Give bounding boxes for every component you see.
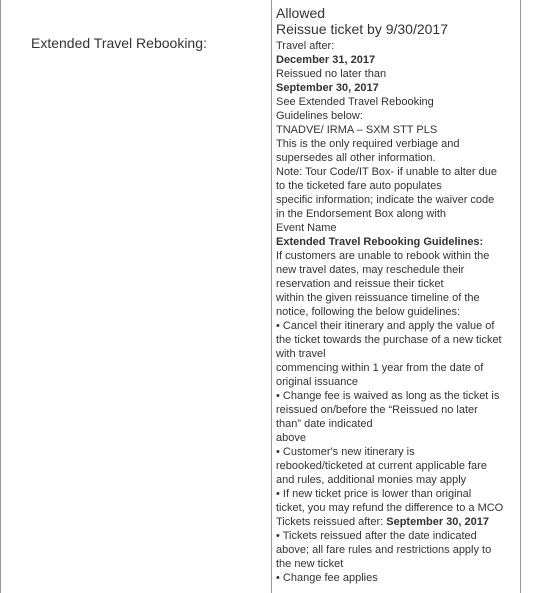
detail-line: Travel after: xyxy=(276,40,335,52)
column-divider xyxy=(271,0,272,593)
detail-line: See Extended Travel Rebooking xyxy=(276,96,434,108)
detail-line: reissued on/before the “Reissued no later xyxy=(276,404,478,416)
bullet-line: • Tickets reissued after the date indicated xyxy=(276,530,477,542)
status-text: Allowed xyxy=(276,5,326,21)
row-label: Extended Travel Rebooking: xyxy=(31,35,207,51)
bullet-line: • Change fee applies xyxy=(276,572,378,584)
details-cell xyxy=(276,5,518,585)
detail-line: ticket, you may refund the difference to a MCO xyxy=(276,502,504,514)
bullet-line: • If new ticket price is lower than original xyxy=(276,488,472,500)
detail-line: If customers are unable to rebook within the xyxy=(276,250,490,262)
detail-line: Event Name xyxy=(276,222,337,234)
detail-line: specific information; indicate the waiver code xyxy=(276,194,495,206)
reissue-headline: Reissue ticket by 9/30/2017 xyxy=(276,21,448,37)
reissued-after-date: September 30, 2017 xyxy=(386,516,489,528)
detail-line: commencing within 1 year from the date of xyxy=(276,362,484,374)
detail-line: above xyxy=(276,432,306,444)
detail-line: reservation and reissue their ticket xyxy=(276,278,444,290)
detail-line: new travel dates, may reschedule their xyxy=(276,264,465,276)
detail-line: with travel xyxy=(276,348,326,360)
detail-line: original issuance xyxy=(276,376,358,388)
detail-line: Note: Tour Code/IT Box- if unable to alter due xyxy=(276,166,497,178)
detail-line: to the ticketed fare auto populates xyxy=(276,180,442,192)
detail-line: notice, following the below guidelines: xyxy=(276,306,461,318)
waiver-code-line: TNADVE/ IRMA – SXM STT PLS xyxy=(276,124,438,136)
bullet-line: • Customer's new itinerary is xyxy=(276,446,415,458)
travel-after-date: December 31, 2017 xyxy=(276,54,376,66)
guidelines-heading: Extended Travel Rebooking Guidelines: xyxy=(276,236,484,248)
detail-line: the ticket towards the purchase of a new ticket xyxy=(276,334,502,346)
detail-line: above; all fare rules and restrictions apply to xyxy=(276,544,492,556)
detail-line: Guidelines below: xyxy=(276,110,363,122)
bullet-line: • Cancel their itinerary and apply the value of xyxy=(276,320,495,332)
reissued-after-label: Tickets reissued after: xyxy=(276,516,387,528)
detail-line: the new ticket xyxy=(276,558,344,570)
detail-line: supersedes all other information. xyxy=(276,152,436,164)
detail-line: This is the only required verbiage and xyxy=(276,138,460,150)
detail-line: rebooked/ticketed at current applicable fare xyxy=(276,460,487,472)
reissue-deadline-date: September 30, 2017 xyxy=(276,82,379,94)
detail-line: Reissued no later than xyxy=(276,68,387,80)
detail-line: in the Endorsement Box along with xyxy=(276,208,446,220)
detail-line: and rules, additional monies may apply xyxy=(276,474,467,486)
detail-line: than” date indicated xyxy=(276,418,373,430)
bullet-line: • Change fee is waived as long as the ticket is xyxy=(276,390,500,402)
reissued-after-line xyxy=(276,515,518,529)
detail-line: within the given reissuance timeline of the xyxy=(276,292,480,304)
